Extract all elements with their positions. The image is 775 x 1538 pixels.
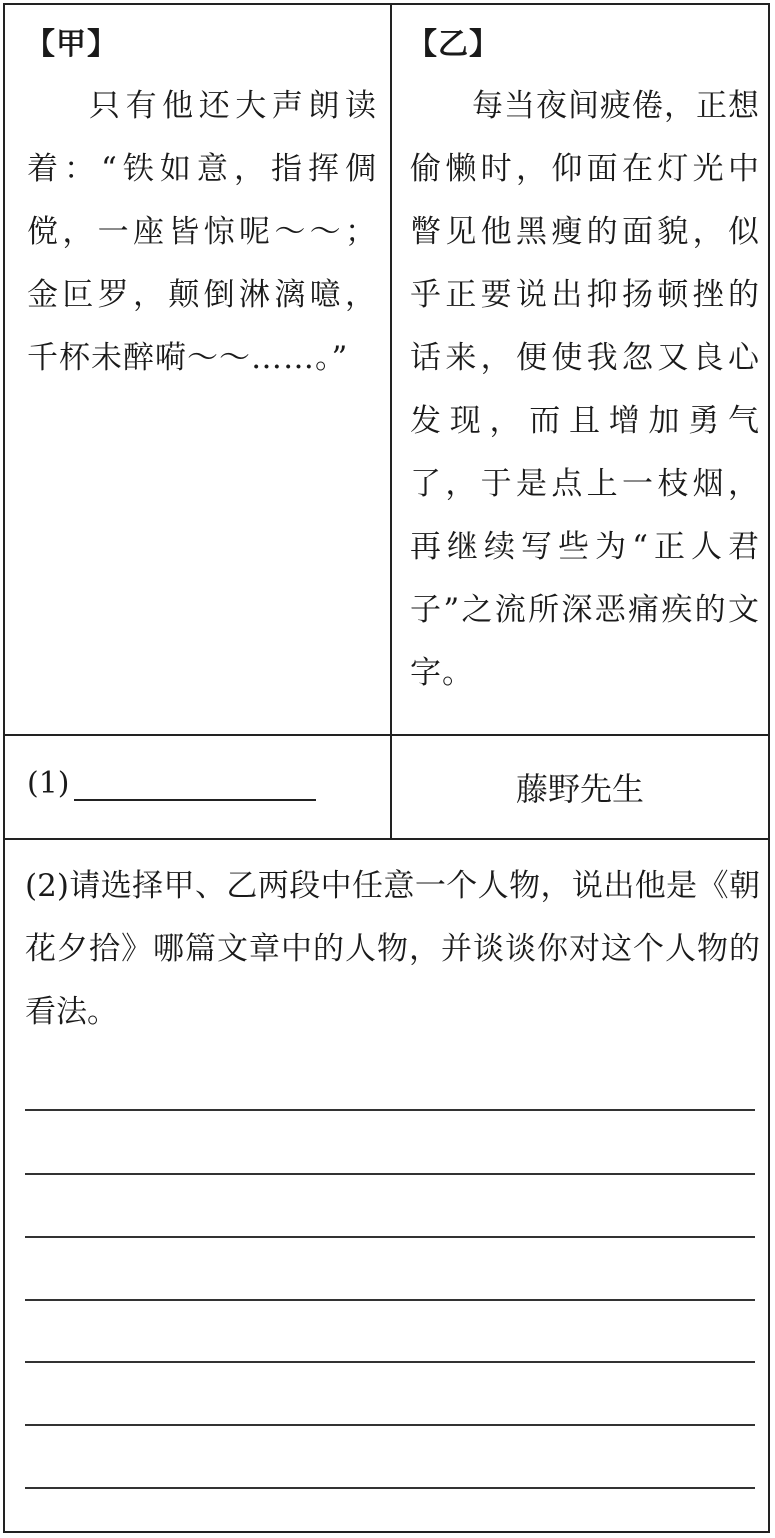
answer-1-label: (1) (27, 766, 70, 801)
work-title: 藤野先生 (515, 770, 644, 808)
question-2: (2)请选择甲、乙两段中任意一个人物，说出他是《朝花夕拾》哪篇文章中的人物，并谈谈你对这个人物的看法。 (25, 868, 760, 1030)
tag-yi: 【乙】 (407, 27, 500, 62)
answer-line[interactable] (25, 1424, 755, 1426)
answer-line[interactable] (25, 1109, 755, 1111)
tag-jia: 【甲】 (25, 27, 118, 62)
passage-jia: 只有他还大声朗读着：“铁如意，指挥倜傥，一座皆惊呢～～；金叵罗，颠倒淋漓噫，千杯未醉嗬～～……。” (27, 88, 377, 376)
answer-1-blank[interactable] (74, 763, 316, 801)
column-divider (390, 5, 392, 840)
passage-yi: 每当夜间疲倦，正想偷懒时，仰面在灯光中瞥见他黑瘦的面貌，似乎正要说出抑扬顿挫的话来，便使我忽又良心发现，而且增加勇气了，于是点上一枝烟，再继续写些为“正人君子”之流所深恶痛疾的文字。 (410, 88, 760, 691)
answer-line[interactable] (25, 1236, 755, 1238)
answer-line[interactable] (25, 1361, 755, 1363)
row-divider (5, 838, 768, 840)
answer-line[interactable] (25, 1173, 755, 1175)
answer-1 (27, 763, 316, 801)
answer-line[interactable] (25, 1487, 755, 1489)
question-table (3, 3, 770, 1533)
answer-line[interactable] (25, 1299, 755, 1301)
